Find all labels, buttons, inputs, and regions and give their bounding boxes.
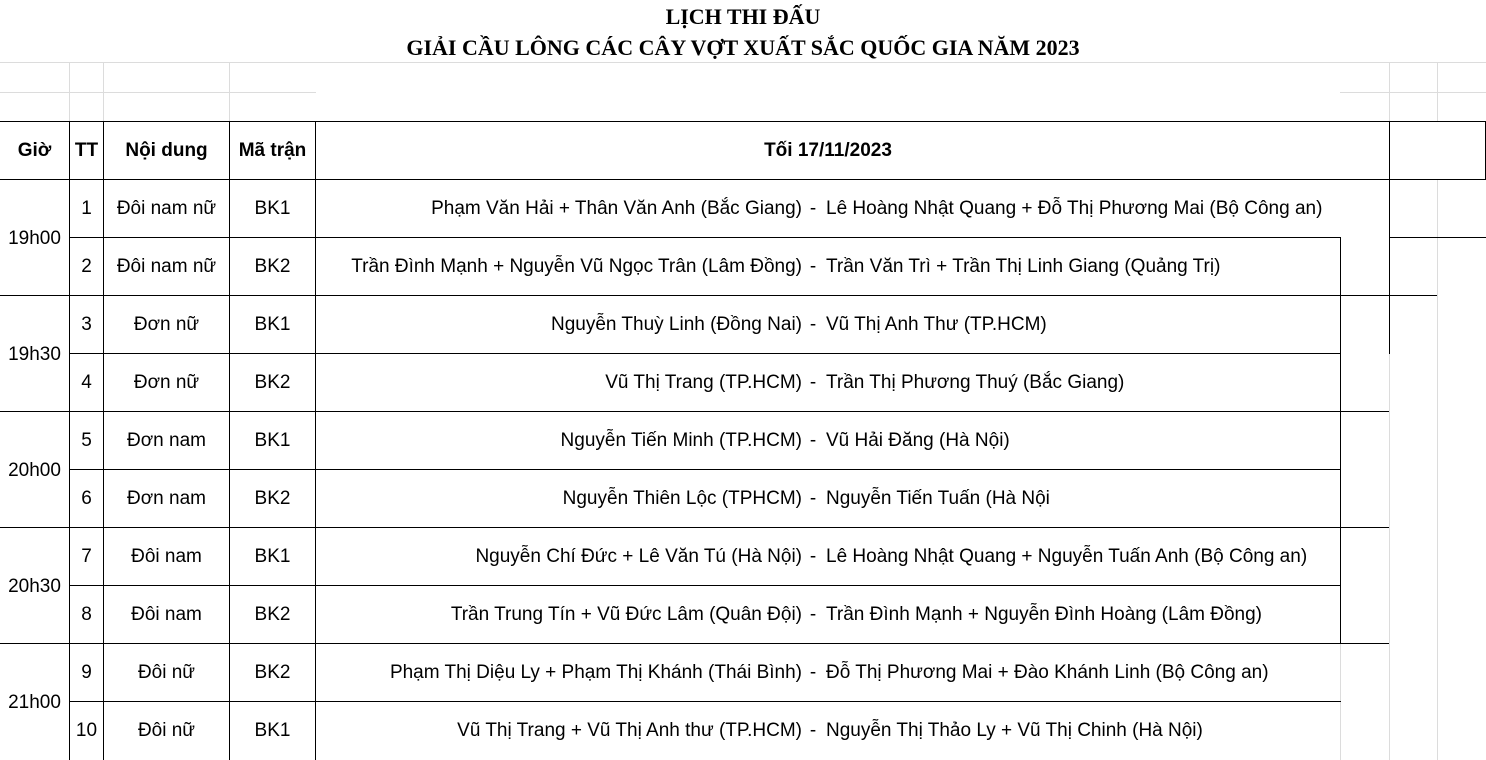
row-separator: - [809,603,817,625]
sheet-gridline [229,62,230,122]
sheet-gridline [0,92,316,93]
sheet-gridline [1437,180,1438,760]
row-event: Đơn nữ [133,371,200,393]
row-away-team: Vũ Thị Anh Thư (TP.HCM) [826,313,1047,335]
row-match-code: BK2 [254,661,291,683]
header-session: Tối 17/11/2023 [764,140,892,161]
row-home-team: Nguyễn Thuỳ Linh (Đồng Nai) [550,313,802,335]
time-slot: 21h00 [8,691,61,713]
row-event: Đơn nam [127,429,206,451]
row-match-code: BK1 [254,719,291,741]
row-home-team: Phạm Thị Diệu Ly + Phạm Thị Khánh (Thái Bình) [389,661,802,683]
row-match-code: BK1 [254,429,291,451]
row-separator: - [809,255,817,277]
table-border [1389,295,1437,296]
sheet-gridline [1389,354,1390,760]
row-home-team: Vũ Thị Trang (TP.HCM) [605,371,802,393]
row-home-team: Trần Trung Tín + Vũ Đức Lâm (Quân Đội) [450,603,802,625]
row-event: Đôi nữ [137,719,196,741]
row-home-team: Trần Đình Mạnh + Nguyễn Vũ Ngọc Trân (Lâm Đồng) [351,255,802,277]
row-event: Đôi nam nữ [116,197,217,219]
row-home-team: Nguyễn Chí Đức + Lê Văn Tú (Hà Nội) [475,545,802,567]
row-event: Đôi nam [131,603,202,625]
time-slot: 20h30 [8,575,61,597]
row-home-team: Nguyễn Tiến Minh (TP.HCM) [560,429,802,451]
sheet-gridline [1340,92,1486,93]
row-match-code: BK2 [254,603,291,625]
row-away-team: Đỗ Thị Phương Mai + Đào Khánh Linh (Bộ Công an) [826,661,1269,683]
row-separator: - [809,313,817,335]
time-slot: 19h00 [8,227,61,249]
row-separator: - [809,371,817,393]
row-away-team: Lê Hoàng Nhật Quang + Nguyễn Tuấn Anh (Bộ Công an) [826,545,1308,567]
row-home-team: Nguyễn Thiên Lộc (TPHCM) [562,487,802,509]
row-number: 10 [75,719,98,741]
row-away-team: Lê Hoàng Nhật Quang + Đỗ Thị Phương Mai (Bộ Công an) [826,197,1323,219]
page-subtitle: GIẢI CẦU LÔNG CÁC CÂY VỢT XUẤT SẮC QUỐC GIA NĂM 2023 [406,35,1080,60]
sheet-gridline [69,62,70,122]
row-away-team: Nguyễn Tiến Tuấn (Hà Nội [826,487,1050,509]
row-match-code: BK2 [254,371,291,393]
row-event: Đơn nữ [133,313,200,335]
sheet-gridline [0,62,1486,63]
row-event: Đôi nam [131,545,202,567]
row-separator: - [809,429,817,451]
time-slot: 20h00 [8,459,61,481]
row-number: 3 [81,313,92,335]
sheet-gridline [1437,62,1438,122]
row-separator: - [809,545,817,567]
page-title: LỊCH THI ĐẤU [665,4,821,29]
row-match-code: BK2 [254,255,291,277]
row-away-team: Vũ Hải Đăng (Hà Nội) [826,429,1010,451]
row-number: 6 [81,487,92,509]
table-border [1389,237,1486,238]
row-home-team: Vũ Thị Trang + Vũ Thị Anh thư (TP.HCM) [457,719,802,741]
row-match-code: BK1 [254,545,291,567]
header-event: Nội dung [125,140,208,161]
row-number: 8 [81,603,92,625]
row-number: 9 [81,661,92,683]
row-match-code: BK2 [254,487,291,509]
row-number: 1 [81,197,92,219]
row-home-team: Phạm Văn Hải + Thân Văn Anh (Bắc Giang) [431,197,802,219]
row-away-team: Nguyễn Thị Thảo Ly + Vũ Thị Chinh (Hà Nội) [826,719,1203,741]
row-number: 7 [81,545,92,567]
header-match-code: Mã trận [238,140,307,161]
row-away-team: Trần Văn Trì + Trần Thị Linh Giang (Quảng Trị) [826,255,1221,277]
row-away-team: Trần Thị Phương Thuý (Bắc Giang) [826,371,1125,393]
sheet-gridline [103,62,104,122]
row-separator: - [809,661,817,683]
row-separator: - [809,719,817,741]
row-event: Đôi nam nữ [116,255,217,277]
row-separator: - [809,197,817,219]
header-time: Giờ [17,140,52,161]
row-number: 2 [81,255,92,277]
header-no: TT [74,140,99,161]
row-match-code: BK1 [254,313,291,335]
row-away-team: Trần Đình Mạnh + Nguyễn Đình Hoàng (Lâm Đồng) [826,603,1262,625]
row-number: 5 [81,429,92,451]
row-event: Đôi nữ [137,661,196,683]
sheet-gridline [1389,62,1390,122]
time-slot: 19h30 [8,343,61,365]
row-match-code: BK1 [254,197,291,219]
table-border [1389,121,1390,354]
row-number: 4 [81,371,92,393]
row-event: Đơn nam [127,487,206,509]
row-separator: - [809,487,817,509]
